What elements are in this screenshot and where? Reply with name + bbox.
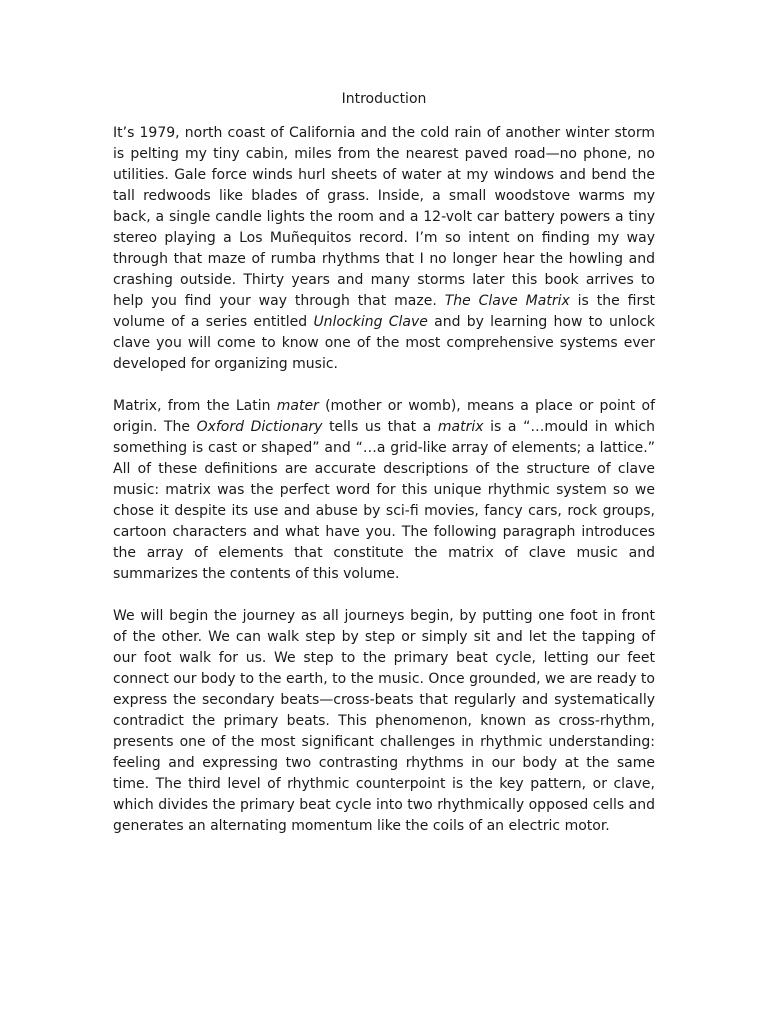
text-run: (mother or womb), means a place or point of origin. The [113, 398, 656, 435]
italic-term: mater [276, 398, 319, 414]
text-run: We will begin the journey as all journeys begin, by putting one foot in front of the other. We can walk step by step or simply sit and let the tapping of our foot walk for us. We step to the primary beat cycle, letting our feet connect our body to the earth, to the music. Once grounded, we are ready to express the secondary beats—cross-beats that regularly and systematically contradict the primary beats. This phenomenon, known as cross-rhythm, presents one of the most significant challenges in rhythmic understanding: feeling and expressing two contrasting rhythms in our body at the same time. The third level of rhythmic counterpoint is the key pattern, or clave, which divides the primary beat cycle into two rhythmically opposed cells and generates an alternating momentum like the coils of an electric motor. [113, 608, 655, 834]
document-page [113, 88, 655, 858]
italic-dictionary-title: Oxford Dictionary [196, 419, 323, 435]
paragraph-2 [113, 396, 655, 585]
italic-book-title: The Clave Matrix [444, 293, 570, 309]
text-run: is the first volume of a series entitled [113, 293, 655, 330]
italic-series-title: Unlocking Clave [313, 314, 428, 330]
text-run: is a “…mould in which something is cast or shaped” and “…a grid-like array of elements; a lattice.” All of these definitions are accurate descriptions of the structure of clave music: matrix was the perfect word for this unique rhythmic system so we chose it despite its use and abuse by sci-fi movies, fancy cars, rock groups, cartoon characters and what have you. The following paragraph introduces the array of elements that constitute the matrix of clave music and summarizes the contents of this volume. [113, 419, 655, 582]
page-title: Introduction [341, 91, 427, 107]
text-run: It’s 1979, north coast of California and the cold rain of another winter storm is pelting my tiny cabin, miles from the nearest paved road—no phone, no utilities. Gale force winds hurl sheets of water at my windows and bend the tall redwoods like blades of grass. Inside, a small woodstove warms my back, a single candle lights the room and a 12-volt car battery powers a tiny stereo playing a Los Muñequitos record. I’m so intent on finding my way through that maze of rumba rhythms that I no longer hear the howling and crashing outside. Thirty years and many storms later this book arrives to help you find your way through that maze. [113, 125, 655, 309]
text-run: tells us that a [322, 419, 438, 435]
paragraph-1 [113, 123, 655, 375]
paragraph-3 [113, 606, 655, 837]
italic-term: matrix [437, 419, 484, 435]
text-run: and by learning how to unlock clave you will come to know one of the most comprehensive systems ever developed for organizing music. [113, 314, 655, 372]
text-run: Matrix, from the Latin [113, 398, 277, 414]
